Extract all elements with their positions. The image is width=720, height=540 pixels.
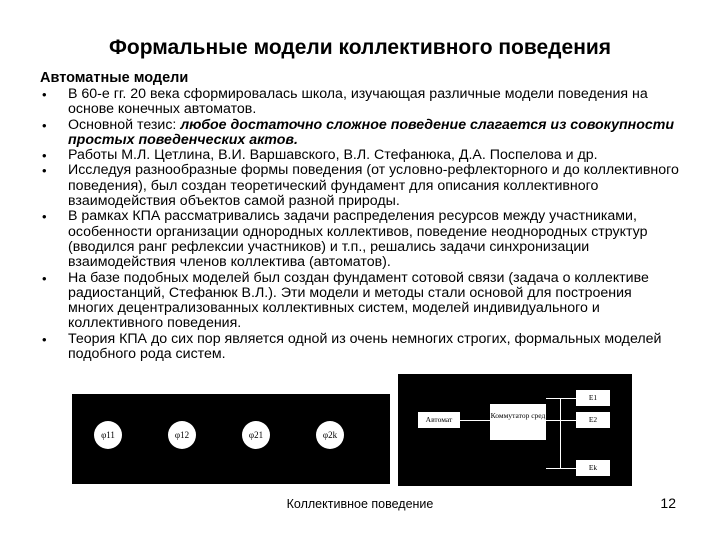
bullet-emphasis: любое достаточно сложное поведение слагается из совокупности простых поведенческих актов.: [68, 116, 675, 148]
bullet-text: Основной тезис:: [68, 116, 181, 133]
bullet-item: [40, 271, 680, 332]
bullet-item: [40, 209, 680, 270]
automat-box: Автомат: [418, 412, 460, 428]
connector-line: [560, 420, 576, 421]
bullet-item: [40, 148, 680, 163]
bullet-text: В рамках КПА рассматривались задачи распределения ресурсов между участниками, особенности организации однородных коллективов, поведение неоднородных структур (вводился ранг рефлексии участников) и т.п., решались задачи синхронизации взаимодействия членов коллектива (автоматов).: [68, 208, 648, 271]
environment-box: E2: [576, 412, 610, 428]
bullet-item: [40, 87, 680, 118]
bullet-item: [40, 332, 680, 363]
slide-title: Формальные модели коллективного поведения: [108, 36, 612, 59]
environment-box: E1: [576, 390, 610, 406]
bullet-text: Исследуя разнообразные формы поведения (от условно-рефлекторного и до коллективного поведения), был создан теоретический фундамент для описания коллективного взаимодействия объектов самой разной природы.: [68, 162, 679, 210]
automaton-environment-diagram: [398, 374, 632, 486]
bullet-text: Теория КПА до сих пор является одной из очень немногих строгих, формальных моделей подобного рода систем.: [68, 330, 662, 363]
environment-box: Ek: [576, 460, 610, 476]
bullet-marker: •: [42, 331, 47, 347]
bullet-marker: •: [42, 87, 47, 102]
automata-collective-figure: [72, 394, 390, 484]
section-subtitle: Автоматные модели: [40, 70, 189, 86]
bullet-marker: •: [42, 117, 47, 133]
bullet-text: На базе подобных моделей был создан фундамент сотовой связи (задача о коллективе радиостанций, Стефанюк В.Л.). Эти модели и методы стали основой для построения многих децентрализованных коллективных систем, моделей индивидуального и коллективного поведения.: [68, 269, 649, 332]
connector-line: [560, 398, 561, 469]
connector-line: [460, 420, 490, 421]
switch-box: Коммутатор сред: [490, 404, 546, 440]
connector-line: [560, 468, 576, 469]
bullet-marker: •: [42, 148, 47, 164]
connector-line: [546, 398, 560, 399]
bullet-item: [40, 118, 680, 149]
connector-line: [546, 420, 560, 421]
bullet-text: В 60-е гг. 20 века сформировалась школа, изучающая различные модели поведения на основе конечных автоматов.: [68, 86, 648, 118]
automaton-circle: φ12: [168, 421, 196, 449]
page-number: 12: [660, 495, 676, 511]
connector-line: [546, 468, 560, 469]
bullet-marker: •: [42, 209, 47, 225]
bullet-text: Работы М.Л. Цетлина, В.И. Варшавского, В.Л. Стефанюка, Д.А. Поспелова и др.: [68, 147, 598, 164]
bullet-list: [40, 87, 680, 362]
footer-title: Коллективное поведение: [286, 497, 434, 511]
connector-line: [560, 398, 576, 399]
automaton-circle: φ2k: [316, 421, 344, 449]
bullet-marker: •: [42, 270, 47, 286]
bullet-marker: •: [42, 163, 47, 179]
automaton-circle: φ11: [94, 421, 122, 449]
automaton-circle: φ21: [242, 421, 270, 449]
bullet-item: [40, 163, 680, 209]
